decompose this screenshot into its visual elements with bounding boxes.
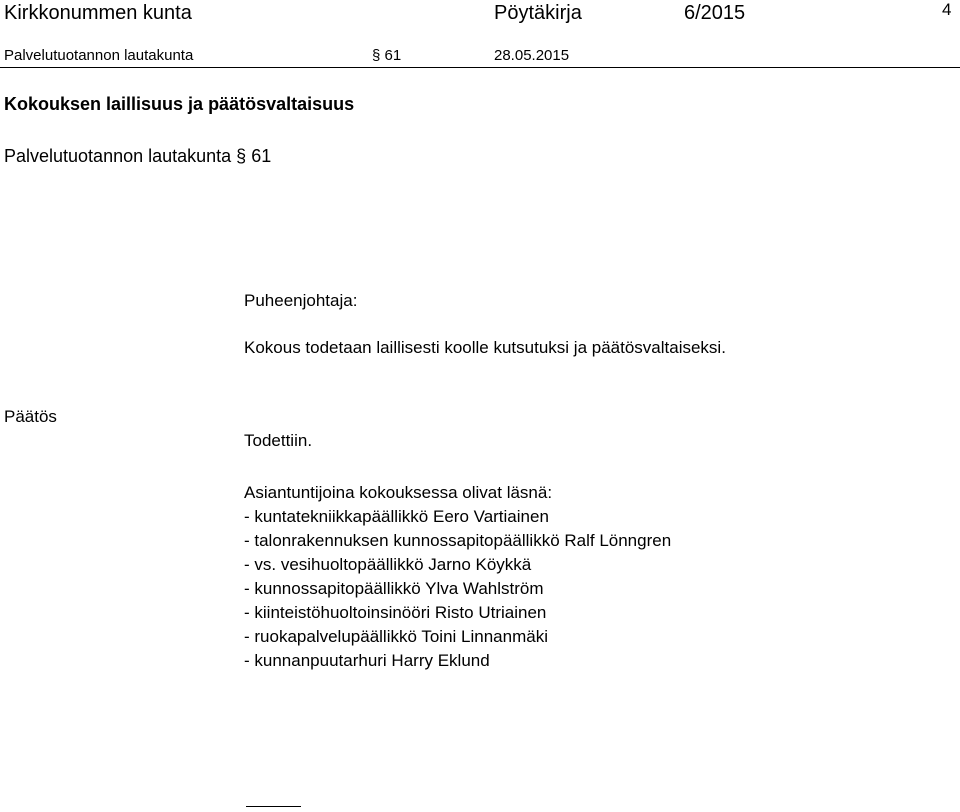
expert-item: - kuntatekniikkapäällikkö Eero Vartiainen: [244, 507, 549, 526]
expert-item: - kunnanpuutarhuri Harry Eklund: [244, 651, 490, 670]
header-divider: [0, 67, 960, 68]
document-type: Pöytäkirja: [494, 2, 582, 24]
organization-name: Kirkkonummen kunta: [4, 2, 192, 24]
signature-line: [246, 806, 301, 807]
expert-item: - kiinteistöhuoltoinsinööri Risto Utriainen: [244, 603, 547, 622]
decision-text: Todettiin.: [244, 431, 313, 450]
expert-item: - vs. vesihuoltopäällikkö Jarno Köykkä: [244, 555, 532, 574]
meeting-date: 28.05.2015: [494, 47, 570, 64]
decision-label: Päätös: [4, 407, 57, 426]
document-number: 6/2015: [684, 2, 746, 24]
experts-section: [244, 481, 671, 673]
expert-item: - talonrakennuksen kunnossapitopäällikkö Ralf Lönngren: [244, 531, 672, 550]
expert-item: - kunnossapitopäällikkö Ylva Wahlström: [244, 579, 544, 598]
board-name: Palvelutuotannon lautakunta: [4, 47, 194, 64]
experts-intro: Asiantuntijoina kokouksessa olivat läsnä:: [244, 483, 553, 502]
board-reference: Palvelutuotannon lautakunta § 61: [4, 146, 272, 166]
section-number: § 61: [372, 47, 402, 64]
item-title: Kokouksen laillisuus ja päätösvaltaisuus: [4, 94, 355, 114]
chair-proposal: Kokous todetaan laillisesti koolle kutsutuksi ja päätösvaltaiseksi.: [244, 338, 726, 357]
chair-label: Puheenjohtaja:: [244, 291, 358, 310]
page-number: 4: [942, 0, 952, 19]
expert-item: - ruokapalvelupäällikkö Toini Linnanmäki: [244, 627, 548, 646]
